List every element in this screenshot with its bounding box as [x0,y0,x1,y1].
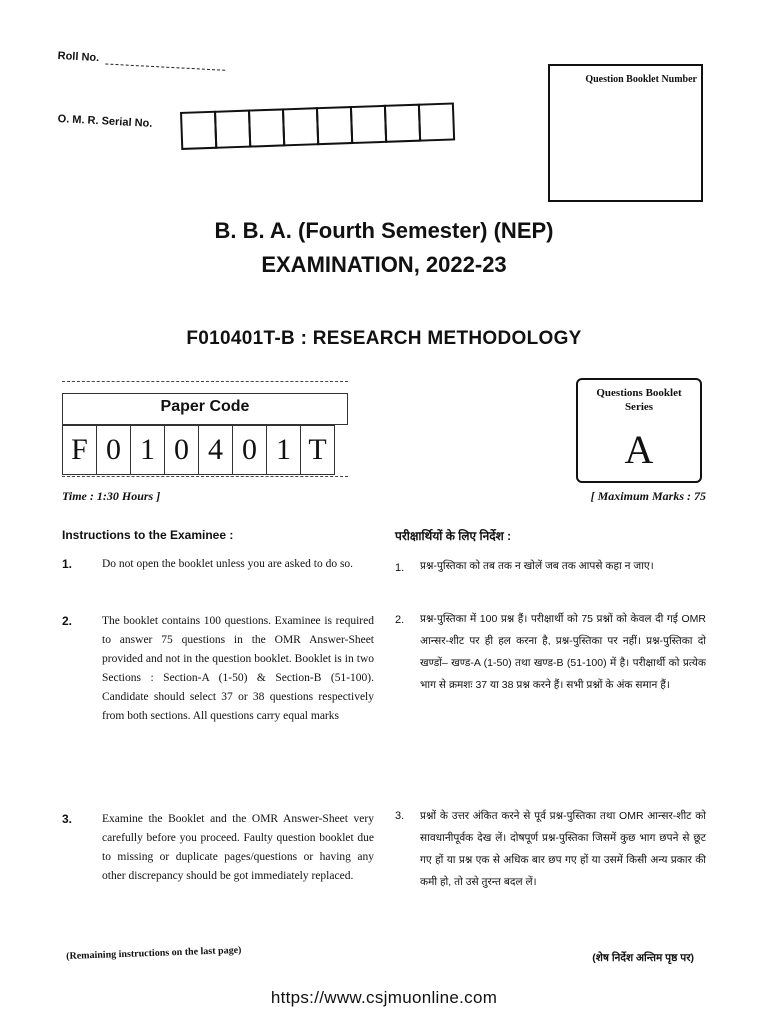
omr-box [316,106,353,145]
paper-code-digit: 0 [232,425,267,475]
instruction-en-text: Examine the Booklet and the OMR Answer-Sheet very carefully before you proceed. Faulty question booklet due to missing or duplicate pages/questions or having any other discrepancy should be got immediately replaced. [102,813,374,882]
roll-number-field [57,50,225,71]
instructions-heading-english: Instructions to the Examinee : [62,528,234,542]
question-booklet-number-label: Question Booklet Number [585,74,697,85]
paper-code-digit: 1 [266,425,301,475]
instruction-hi-number: 3. [395,810,405,822]
remaining-instructions-note-hindi: (शेष निर्देश अन्तिम पृष्ठ पर) [592,952,694,964]
booklet-series-label-line1: Questions Booklet [596,387,682,399]
exam-title: B. B. A. (Fourth Semester) (NEP) [214,218,554,243]
paper-code-digit: 4 [198,425,233,475]
omr-box [418,102,455,141]
question-booklet-number-box [548,64,703,202]
omr-box [214,110,251,149]
paper-code-digit: 0 [96,425,131,475]
instructions-heading-hindi: परीक्षार्थियों के लिए निर्देश : [395,529,512,543]
instruction-hi-number: 1. [395,562,405,574]
subject-title: F010401T-B : RESEARCH METHODOLOGY [186,328,582,349]
paper-code-digits [62,425,334,475]
paper-code-label: Paper Code [160,398,250,415]
instruction-en-number: 3. [62,812,73,826]
omr-box [384,104,421,143]
instruction-en-text: The booklet contains 100 questions. Examinee is required to answer 75 questions in the OMR Answer-Sheet provided and not in the question booklet. Booklet is in two Sections : Section-A (1-50) & Section-B (51-100). Candidate should select 37 or 38 questions respectively from both sections. All questions carry equal marks [102,615,374,722]
instruction-hi-text: प्रश्न-पुस्तिका में 100 प्रश्न हैं। परीक्षार्थी को 75 प्रश्नों को केवल दी गई OMR आन्सर-शीट पर ही हल करना है, प्रश्न-पुस्तिका पर नहीं। प्रश्न-पुस्तिका दो खण्डों– खण्ड-A (1-50) तथा खण्ड-B (51-100) में है। परीक्षार्थी को प्रत्येक भाग से क्रमशः 37 या 38 प्रश्न करने हैं। सभी प्रश्नों के अंक समान हैं। [420,613,706,691]
paper-code-top-rule [62,381,348,382]
instruction-hi-text: प्रश्न-पुस्तिका को तब तक न खोलें जब तक आपसे कहा न जाए। [420,560,654,572]
source-url: https://www.csjmuonline.com [270,988,498,1007]
remaining-instructions-note-english: (Remaining instructions on the last page) [66,944,242,962]
paper-code-bottom-rule [62,476,348,477]
exam-subtitle: EXAMINATION, 2022-23 [261,252,507,277]
roll-number-blank [105,63,225,70]
paper-code-digit: 1 [130,425,165,475]
omr-serial-boxes [180,103,453,150]
instruction-hi-text: प्रश्नों के उत्तर अंकित करने से पूर्व प्रश्न-पुस्तिका तथा OMR आन्सर-शीट को सावधानीपूर्वक देख लें। दोषपूर्ण प्रश्न-पुस्तिका जिसमें कुछ भाग छपने से छूट गए हों या प्रश्न एक से अधिक बार छप गए हों या उसमें किसी अन्य प्रकार की कमी हो, तो उसे तुरन्त बदल लें। [420,810,706,888]
instruction-en-text: Do not open the booklet unless you are asked to do so. [102,558,354,570]
booklet-series-label [578,386,700,414]
omr-box [282,107,319,146]
booklet-series-letter: A [624,427,654,472]
omr-box [350,105,387,144]
booklet-series-box [576,378,702,483]
instruction-en-number: 1. [62,557,73,571]
roll-number-label: Roll No. [57,50,100,65]
paper-code-digit: 0 [164,425,199,475]
instruction-en-number: 2. [62,614,73,628]
instruction-hi-number: 2. [395,614,405,626]
maximum-marks: [ Maximum Marks : 75 [590,489,706,503]
booklet-series-label-line2: Series [624,401,654,413]
paper-code-digit: T [300,425,335,475]
time-allowed: Time : 1:30 Hours ] [62,489,161,503]
omr-serial-label: O. M. R. Serial No. [57,113,153,130]
omr-box [180,111,217,150]
omr-box [248,108,285,147]
paper-code-digit: F [62,425,97,475]
